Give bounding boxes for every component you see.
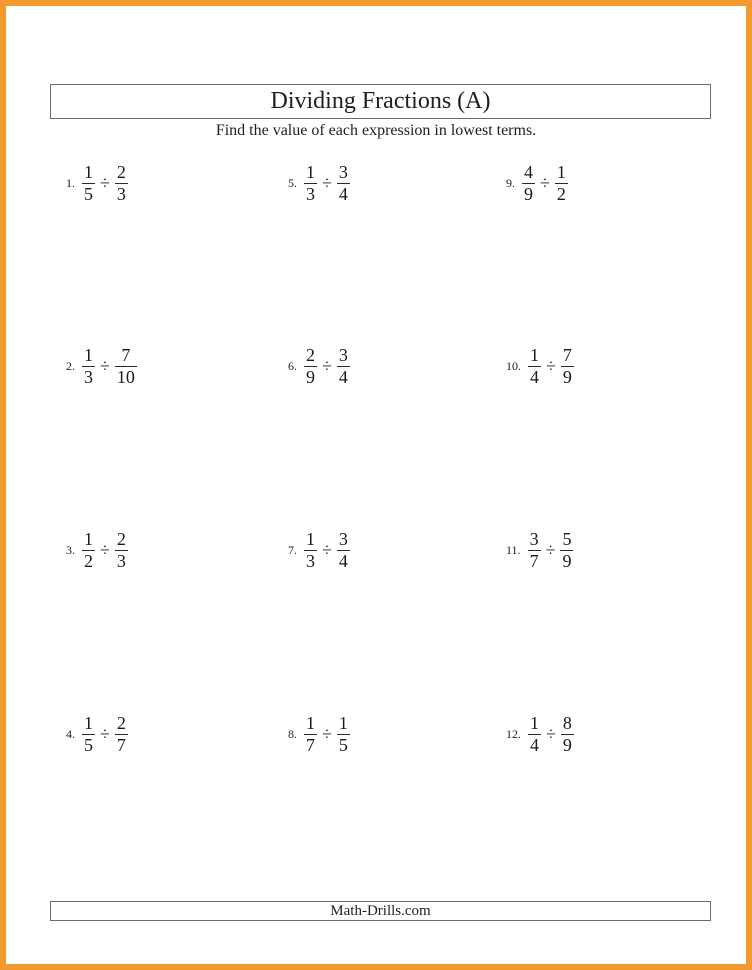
numerator: 1 bbox=[306, 162, 315, 182]
problem-number: 6. bbox=[288, 359, 297, 373]
divide-sign: ÷ bbox=[322, 173, 332, 193]
problem-9 bbox=[506, 163, 569, 204]
fraction-dividend bbox=[303, 714, 318, 755]
problem-number: 3. bbox=[66, 543, 75, 557]
denominator: 9 bbox=[562, 367, 572, 387]
divide-sign: ÷ bbox=[540, 173, 550, 193]
denominator: 4 bbox=[530, 735, 539, 755]
fraction-divisor bbox=[114, 163, 129, 204]
instructions: Find the value of each expression in lowest terms. bbox=[215, 122, 537, 139]
denominator: 2 bbox=[84, 551, 93, 571]
denominator: 5 bbox=[84, 184, 93, 204]
fraction-dividend bbox=[527, 714, 542, 755]
numerator: 1 bbox=[84, 529, 93, 549]
denominator: 4 bbox=[338, 367, 348, 387]
numerator: 1 bbox=[84, 345, 93, 365]
numerator: 1 bbox=[306, 713, 315, 733]
numerator: 2 bbox=[116, 713, 126, 733]
fraction-dividend bbox=[81, 346, 96, 387]
divide-sign: ÷ bbox=[545, 540, 556, 560]
numerator: 2 bbox=[116, 529, 126, 549]
problem-number: 1. bbox=[66, 176, 75, 190]
denominator: 7 bbox=[529, 551, 539, 571]
footer-box bbox=[50, 901, 711, 921]
fraction-dividend bbox=[303, 346, 318, 387]
denominator: 9 bbox=[562, 735, 572, 755]
divide-sign: ÷ bbox=[100, 724, 110, 744]
fraction-divisor bbox=[560, 714, 575, 755]
divide-sign: ÷ bbox=[322, 724, 332, 744]
problem-11 bbox=[506, 530, 574, 571]
denominator: 5 bbox=[338, 735, 348, 755]
fraction-divisor bbox=[336, 714, 351, 755]
numerator: 1 bbox=[556, 162, 566, 182]
divide-sign: ÷ bbox=[322, 540, 332, 560]
fraction-divisor bbox=[559, 530, 574, 571]
fraction-divisor bbox=[336, 163, 351, 204]
denominator: 5 bbox=[84, 735, 93, 755]
numerator: 8 bbox=[562, 713, 572, 733]
problem-8 bbox=[288, 714, 351, 755]
worksheet-title: Dividing Fractions (A) bbox=[270, 88, 491, 114]
divide-sign: ÷ bbox=[100, 540, 110, 560]
denominator: 7 bbox=[306, 735, 315, 755]
fraction-dividend bbox=[81, 163, 96, 204]
denominator: 4 bbox=[530, 367, 539, 387]
fraction-dividend bbox=[521, 163, 536, 204]
problem-number: 4. bbox=[66, 727, 75, 741]
problem-6 bbox=[288, 346, 351, 387]
problem-number: 7. bbox=[288, 543, 297, 557]
fraction-dividend bbox=[527, 346, 542, 387]
numerator: 1 bbox=[84, 713, 93, 733]
worksheet-title-box bbox=[50, 84, 711, 119]
problem-2 bbox=[66, 346, 138, 387]
fraction-divisor bbox=[114, 714, 129, 755]
numerator: 3 bbox=[529, 529, 539, 549]
divide-sign: ÷ bbox=[100, 173, 110, 193]
fraction-divisor bbox=[560, 346, 575, 387]
problem-number: 12. bbox=[506, 727, 521, 741]
numerator: 2 bbox=[116, 162, 126, 182]
denominator: 4 bbox=[338, 184, 348, 204]
footer-site-name: Math-Drills.com bbox=[330, 902, 431, 919]
numerator: 2 bbox=[306, 345, 315, 365]
denominator: 10 bbox=[116, 367, 135, 387]
denominator: 9 bbox=[562, 551, 572, 571]
divide-sign: ÷ bbox=[546, 724, 556, 744]
problem-7 bbox=[288, 530, 351, 571]
problem-number: 2. bbox=[66, 359, 75, 373]
fraction-dividend bbox=[81, 530, 96, 571]
fraction-dividend bbox=[303, 163, 318, 204]
divide-sign: ÷ bbox=[546, 356, 556, 376]
fraction-dividend bbox=[303, 530, 318, 571]
fraction-divisor bbox=[114, 346, 138, 387]
denominator: 9 bbox=[524, 184, 533, 204]
denominator: 3 bbox=[306, 184, 315, 204]
numerator: 1 bbox=[84, 162, 93, 182]
fraction-divisor bbox=[114, 530, 129, 571]
numerator: 3 bbox=[338, 529, 348, 549]
problem-12 bbox=[506, 714, 575, 755]
fraction-divisor bbox=[554, 163, 569, 204]
problem-1 bbox=[66, 163, 129, 204]
numerator: 4 bbox=[524, 162, 533, 182]
denominator: 3 bbox=[306, 551, 315, 571]
problem-number: 11. bbox=[506, 543, 521, 557]
numerator: 1 bbox=[306, 529, 315, 549]
denominator: 3 bbox=[116, 551, 126, 571]
denominator: 3 bbox=[116, 184, 126, 204]
denominator: 7 bbox=[116, 735, 126, 755]
problem-number: 9. bbox=[506, 176, 515, 190]
numerator: 3 bbox=[338, 162, 348, 182]
numerator: 1 bbox=[530, 713, 539, 733]
divide-sign: ÷ bbox=[322, 356, 332, 376]
problem-number: 5. bbox=[288, 176, 297, 190]
denominator: 9 bbox=[306, 367, 315, 387]
divide-sign: ÷ bbox=[100, 356, 110, 376]
denominator: 2 bbox=[556, 184, 566, 204]
numerator: 7 bbox=[562, 345, 572, 365]
numerator: 1 bbox=[530, 345, 539, 365]
problem-number: 10. bbox=[506, 359, 521, 373]
problem-3 bbox=[66, 530, 129, 571]
fraction-divisor bbox=[336, 530, 351, 571]
denominator: 3 bbox=[84, 367, 93, 387]
fraction-dividend bbox=[81, 714, 96, 755]
numerator: 7 bbox=[121, 345, 131, 365]
fraction-divisor bbox=[336, 346, 351, 387]
problem-4 bbox=[66, 714, 129, 755]
numerator: 1 bbox=[338, 713, 348, 733]
fraction-dividend bbox=[527, 530, 542, 571]
denominator: 4 bbox=[338, 551, 348, 571]
numerator: 3 bbox=[338, 345, 348, 365]
problem-number: 8. bbox=[288, 727, 297, 741]
numerator: 5 bbox=[562, 529, 572, 549]
problem-5 bbox=[288, 163, 351, 204]
problem-10 bbox=[506, 346, 575, 387]
